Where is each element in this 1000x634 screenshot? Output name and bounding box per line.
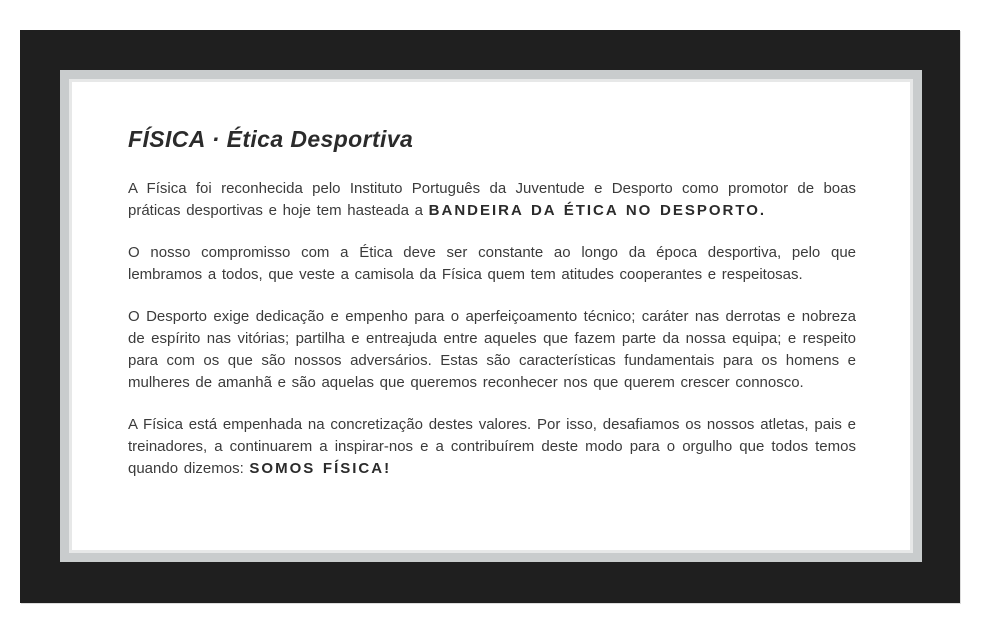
picture-frame [20, 30, 960, 603]
paragraph-closing-emphasis: SOMOS FÍSICA! [249, 460, 392, 477]
paragraph-recognition-text: A Física foi reconhecida pelo Instituto Português da Juventude e Desporto como promotor de boas práticas desportivas e hoje tem hasteada a [128, 180, 856, 219]
document-card [72, 82, 910, 550]
document-title: FÍSICA · Ética Desportiva [128, 126, 414, 152]
frame-mat [60, 70, 922, 562]
paragraph-recognition [128, 178, 856, 222]
paragraph-closing-text: A Física está empenhada na concretização destes valores. Por isso, desafiamos os nossos atletas, pais e treinadores, a continuarem a inspirar-nos e a contribuírem deste modo para o orgulho que todos temos quando dizemos: [128, 416, 856, 477]
paragraph-commitment-text: O nosso compromisso com a Ética deve ser constante ao longo da época desportiva, pelo que lembramos a todos, que veste a camisola da Física quem tem atitudes cooperantes e respeitosas. [128, 244, 856, 283]
paragraph-closing [128, 414, 856, 480]
paragraph-values-text: O Desporto exige dedicação e empenho para o aperfeiçoamento técnico; caráter nas derrotas e nobreza de espírito nas vitórias; partilha e entreajuda entre aqueles que fazem parte da nossa equipa; e respeito para com os que são nossos adversários. Estas são características fundamentais para os homens e mulheres de amanhã e são aquelas que queremos reconhecer nos que querem crescer connosco. [128, 308, 856, 391]
paragraph-values [128, 306, 856, 394]
paragraph-recognition-emphasis: BANDEIRA DA ÉTICA NO DESPORTO. [428, 202, 767, 219]
paragraph-commitment [128, 242, 856, 286]
